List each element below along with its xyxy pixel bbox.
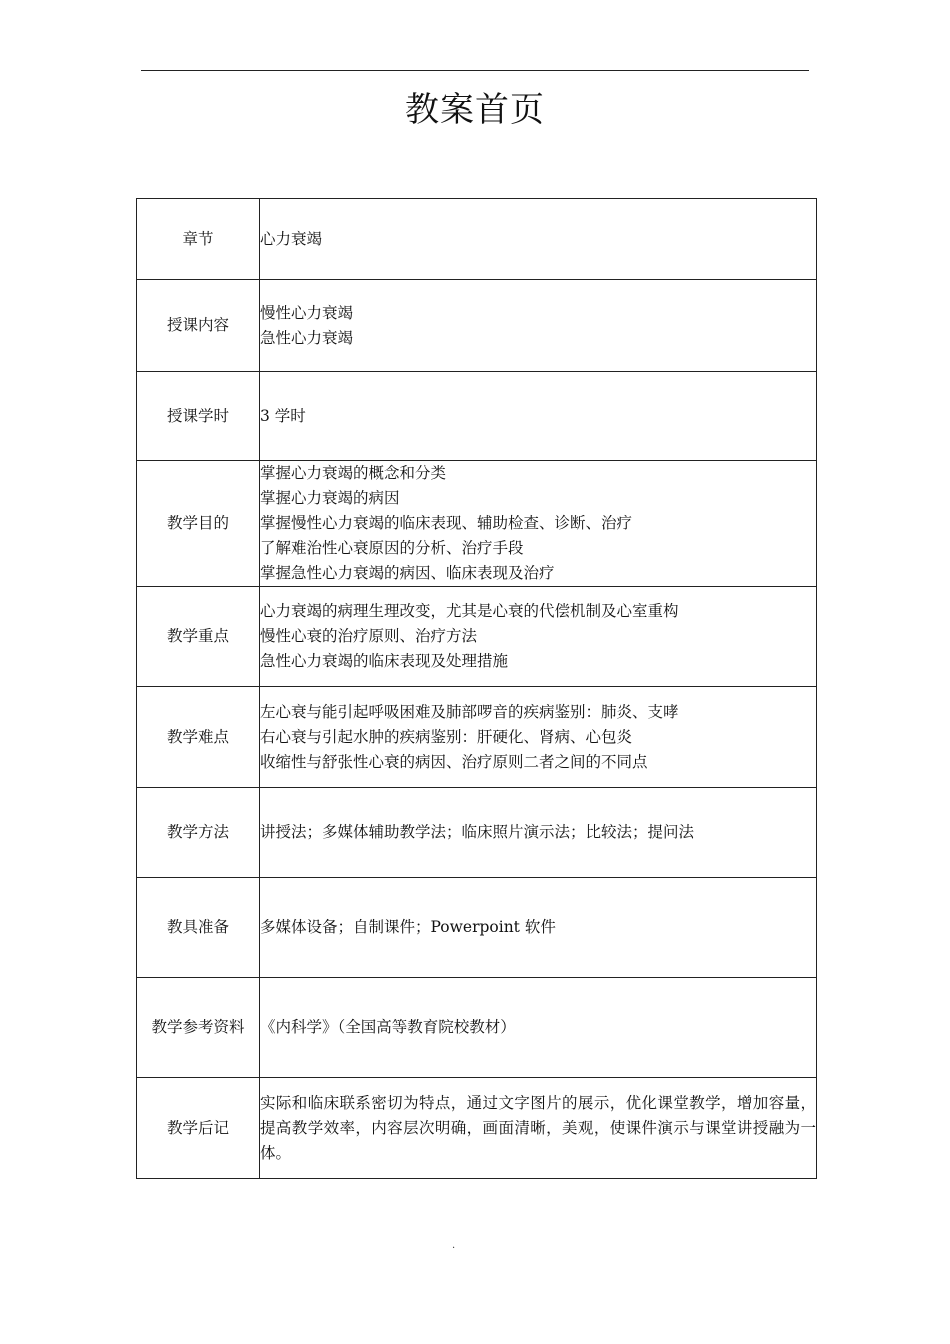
content-line: 心力衰竭: [260, 229, 323, 248]
row-content: [260, 687, 817, 788]
content-line: 慢性心衰的治疗原则、治疗方法: [260, 627, 478, 645]
row-content: [260, 878, 817, 978]
content-line: 掌握心力衰竭的概念和分类: [260, 464, 447, 482]
row-content: [260, 280, 817, 372]
row-content: [260, 978, 817, 1078]
table-row-class-hours: [137, 372, 817, 461]
table-row-objectives: [137, 461, 817, 587]
row-label: 教学参考资料: [137, 978, 260, 1078]
row-content: [260, 372, 817, 461]
table-row-chapter: [137, 199, 817, 280]
row-content: [260, 461, 817, 587]
table-row-key-points: [137, 587, 817, 687]
content-line: 3 学时: [260, 406, 306, 425]
content-line: 急性心力衰竭: [260, 328, 354, 347]
row-content: [260, 788, 817, 878]
row-label: 教具准备: [137, 878, 260, 978]
page-title: 教案首页: [405, 90, 545, 130]
row-label: 教学重点: [137, 587, 260, 687]
row-label: 教学目的: [137, 461, 260, 587]
header-rule: [141, 70, 809, 71]
content-line: 慢性心力衰竭: [260, 303, 354, 322]
table-row-course-content: [137, 280, 817, 372]
content-line: 收缩性与舒张性心衰的病因、治疗原则二者之间的不同点: [260, 752, 648, 771]
row-label: 教学后记: [137, 1078, 260, 1179]
table-row-references: [137, 978, 817, 1078]
content-line: 多媒体设备；自制课件；Powerpoint 软件: [260, 918, 556, 936]
row-label: 教学方法: [137, 788, 260, 878]
page-footer-mark: .: [452, 1240, 456, 1251]
content-line: 讲授法；多媒体辅助教学法；临床照片演示法；比较法；提问法: [260, 823, 695, 841]
table-row-difficulties: [137, 687, 817, 788]
content-line: 心力衰竭的病理生理改变，尤其是心衰的代偿机制及心室重构: [260, 602, 679, 620]
content-line: 急性心力衰竭的临床表现及处理措施: [260, 652, 509, 670]
content-paragraph: 实际和临床联系密切为特点，通过文字图片的展示，优化课堂教学，增加容量，提高教学效率，内容层次明确，画面清晰，美观，使课件演示与课堂讲授融为一体。: [260, 1093, 816, 1162]
row-content: [260, 587, 817, 687]
table-row-teaching-aids: [137, 878, 817, 978]
row-label: 章节: [137, 199, 260, 280]
row-content: [260, 1078, 817, 1179]
row-label: 教学难点: [137, 687, 260, 788]
row-label: 授课内容: [137, 280, 260, 372]
content-line: 掌握慢性心力衰竭的临床表现、辅助检查、诊断、治疗: [260, 514, 633, 532]
row-label: 授课学时: [137, 372, 260, 461]
content-line: 《内科学》（全国高等教育院校教材）: [260, 1018, 516, 1036]
content-line: 掌握心力衰竭的病因: [260, 489, 400, 507]
content-line: 右心衰与引起水肿的疾病鉴别：肝硬化、肾病、心包炎: [260, 727, 633, 746]
content-line: 掌握急性心力衰竭的病因、临床表现及治疗: [260, 564, 555, 582]
table-row-postscript: [137, 1078, 817, 1179]
content-line: 左心衰与能引起呼吸困难及肺部啰音的疾病鉴别：肺炎、支哮: [260, 702, 679, 721]
content-line: 了解难治性心衰原因的分析、治疗手段: [260, 539, 524, 557]
row-content: [260, 199, 817, 280]
table-row-methods: [137, 788, 817, 878]
lesson-plan-table: [136, 198, 817, 1179]
